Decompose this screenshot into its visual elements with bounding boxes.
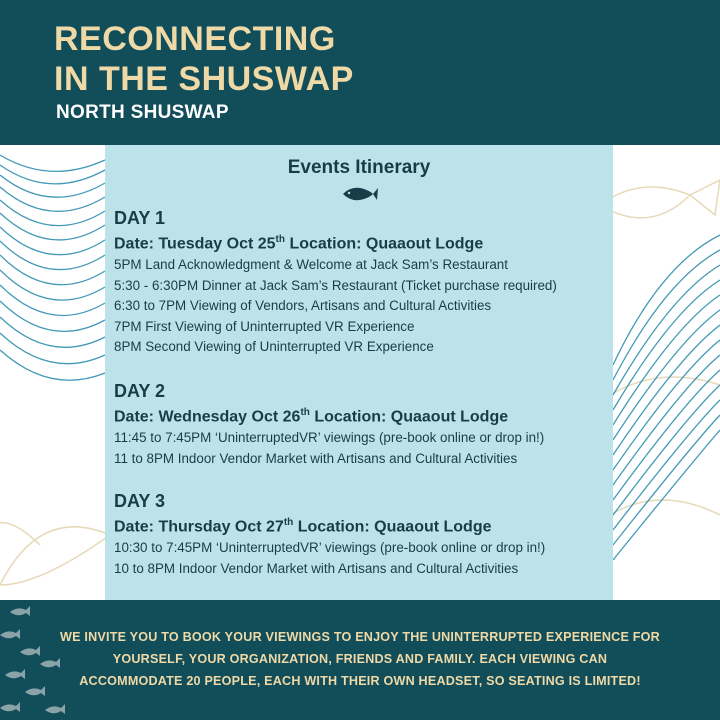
date-suffix: th [283, 517, 294, 528]
title-line-2: IN THE SHUSWAP [54, 60, 354, 98]
list-item: 5PM Land Acknowledgment & Welcome at Jack Sam’s Restaurant [114, 257, 508, 273]
day-label: DAY 3 [114, 491, 166, 511]
itinerary-heading: Events Itinerary [287, 157, 431, 178]
day-3-block [114, 490, 609, 579]
event-list [114, 428, 609, 469]
fish-sketch-left [0, 523, 110, 586]
fish-icon [340, 183, 378, 205]
location-text: Location: Quaaout Lodge [314, 408, 509, 426]
date-line [114, 512, 609, 538]
list-item: 11:45 to 7:45PM ‘UninterruptedVR’ viewings (pre-book online or drop in!) [114, 430, 545, 446]
footer-line-1: WE INVITE YOU TO BOOK YOUR VIEWINGS TO ENJOY THE UNINTERRUPTED EXPERIENCE FOR [60, 630, 660, 644]
list-item: 7PM First Viewing of Uninterrupted VR Experience [114, 318, 415, 334]
date-line [114, 229, 609, 255]
fish-sketch-right-2 [610, 377, 720, 515]
title-line-1: RECONNECTING [54, 20, 336, 58]
location-text: Location: Quaaout Lodge [289, 235, 484, 253]
footer-line-3: ACCOMMODATE 20 PEOPLE, EACH WITH THEIR OWN HEADSET, SO SEATING IS LIMITED! [79, 674, 641, 688]
list-item: 11 to 8PM Indoor Vendor Market with Artisans and Cultural Activities [114, 450, 518, 466]
fish-sketch-right [600, 180, 720, 218]
date-suffix: th [275, 234, 285, 245]
day-label: DAY 2 [114, 381, 166, 401]
date-suffix: th [300, 407, 310, 418]
day-2-block [114, 380, 609, 469]
subtitle: NORTH SHUSWAP [56, 102, 229, 123]
date-text: Date: Tuesday Oct 25 [114, 235, 276, 253]
day-label: DAY 1 [114, 208, 166, 228]
itinerary-panel [105, 145, 613, 600]
list-item: 5:30 - 6:30PM Dinner at Jack Sam’s Restaurant (Ticket purchase required) [114, 277, 557, 293]
event-list [114, 255, 609, 358]
date-text: Date: Wednesday Oct 26 [114, 408, 301, 426]
list-item: 10 to 8PM Indoor Vendor Market with Artisans and Cultural Activities [114, 560, 519, 576]
header-banner [0, 0, 720, 145]
event-list [114, 538, 609, 579]
location-text: Location: Quaaout Lodge [297, 518, 492, 536]
day-1-block [114, 207, 609, 358]
footer-line-2: YOURSELF, YOUR ORGANIZATION, FRIENDS AND FAMILY. EACH VIEWING CAN [112, 652, 608, 666]
list-item: 10:30 to 7:45PM ‘UninterruptedVR’ viewings (pre-book online or drop in!) [114, 540, 546, 556]
list-item: 6:30 to 7PM Viewing of Vendors, Artisans and Cultural Activities [114, 298, 492, 314]
list-item: 8PM Second Viewing of Uninterrupted VR Experience [114, 339, 434, 355]
date-line [114, 402, 609, 428]
footer-banner [0, 600, 720, 720]
date-text: Date: Thursday Oct 27 [114, 518, 284, 536]
footer-message [40, 626, 680, 692]
